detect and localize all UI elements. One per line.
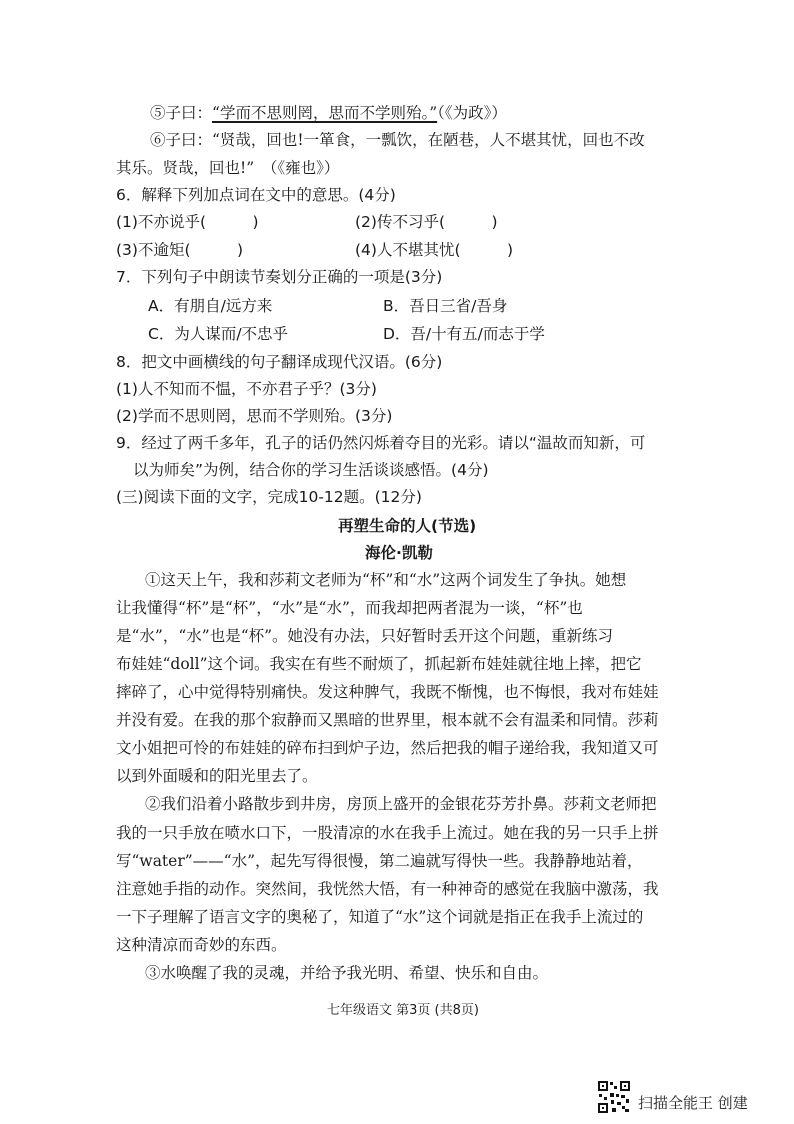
p2-line-1: ②我们沿着小路散步到井房，房顶上盛开的金银花芬芳扑鼻。莎莉文老师把 <box>145 795 657 813</box>
scanner-watermark: 扫描全能王 创建 <box>638 1094 748 1112</box>
p1-line-2: 让我懂得“杯”是“杯”，“水”是“水”，而我却把两者混为一谈，“杯”也 <box>116 599 583 617</box>
q6-item-4: (4)人不堪其忧( ) <box>355 241 514 259</box>
q7-option-b: B．吾日三省/吾身 <box>383 297 508 315</box>
q8-item-1: (1)人不知而不愠，不亦君子乎？(3分) <box>116 380 377 398</box>
q7-option-a: A．有朋自/远方来 <box>148 297 273 315</box>
p2-line-3: 写“water”——“水”，起先写得很慢，第二遍就写得快一些。我静静地站着， <box>116 852 643 870</box>
q8-item-2: (2)学而不思则罔，思而不学则殆。(3分) <box>116 407 393 425</box>
p1-line-6: 并没有爱。在我的那个寂静而又黑暗的世界里，根本就不会有温柔和同情。莎莉 <box>116 711 659 729</box>
quote-5-underlined: “学而不思则罔，思而不学则殆。” <box>212 104 438 122</box>
p2-line-2: 我的一只手放在喷水口下，一股清凉的水在我手上流过。她在我的另一只手上拼 <box>116 824 659 842</box>
p2-line-5: 一下子理解了语言文字的奥秘了，知道了“水”这个词就是指正在我手上流过的 <box>116 908 644 926</box>
q6-item-2: (2)传不习乎( ) <box>355 213 498 231</box>
quote-6-line1: ⑥子曰：“贤哉，回也!一箪食，一瓢饮，在陋巷，人不堪其忧，回也不改 <box>150 131 645 149</box>
quote-5-prefix: ⑤子曰： <box>150 104 213 122</box>
passage-title: 再塑生命的人(节选) <box>338 517 477 535</box>
p2-line-6: 这种清凉而奇妙的东西。 <box>116 936 287 954</box>
p1-line-5: 摔碎了，心中觉得特别痛快。发这种脾气，我既不惭愧，也不悔恨，我对布娃娃 <box>116 683 659 701</box>
q7-stem: 7．下列句子中朗读节奏划分正确的一项是(3分) <box>116 268 443 286</box>
qr-code-icon <box>597 1080 631 1114</box>
p1-line-8: 以到外面暖和的阳光里去了。 <box>116 767 318 785</box>
quote-5-source: （《为政》） <box>437 104 507 122</box>
p1-line-1: ①这天上午，我和莎莉文老师为“杯”和“水”这两个词发生了争执。她想 <box>145 571 627 589</box>
quote-5 <box>150 106 507 122</box>
p1-line-3: 是“水”，“水”也是“杯”。她没有办法，只好暂时丢开这个问题，重新练习 <box>116 627 614 645</box>
q9-line1: 9．经过了两千多年，孔子的话仍然闪烁着夺目的光彩。请以“温故而知新，可 <box>116 434 646 452</box>
p3-line-1: ③水唤醒了我的灵魂，并给予我光明、希望、快乐和自由。 <box>145 964 549 982</box>
p1-line-4: 布娃娃“doll”这个词。我实在有些不耐烦了，抓起新布娃娃就往地上摔，把它 <box>116 655 642 673</box>
passage-author: 海伦·凯勒 <box>365 544 433 562</box>
q6-stem: 6．解释下列加点词在文中的意思。(4分) <box>116 186 396 204</box>
q6-item-3: (3)不逾矩( ) <box>116 241 244 259</box>
section-3-heading: (三)阅读下面的文字，完成10-12题。(12分) <box>116 488 422 506</box>
p2-line-4: 注意她手指的动作。突然间，我恍然大悟，有一种神奇的感觉在我脑中激荡，我 <box>116 880 659 898</box>
q7-option-d: D．吾/十有五/而志于学 <box>383 325 545 343</box>
q6-item-1: (1)不亦说乎( ) <box>116 213 259 231</box>
quote-6-line2: 其乐。贤哉，回也!” （《雍也》） <box>116 159 340 177</box>
p1-line-7: 文小姐把可怜的布娃娃的碎布扫到炉子边，然后把我的帽子递给我，我知道又可 <box>116 739 659 757</box>
q7-option-c: C．为人谋而/不忠乎 <box>148 325 289 343</box>
q9-line2: 以为师矣”为例，结合你的学习生活谈谈感悟。(4分) <box>133 461 489 479</box>
q8-stem: 8．把文中画横线的句子翻译成现代汉语。(6分) <box>116 353 443 371</box>
page-footer: 七年级语文 第3页 (共8页) <box>327 1003 479 1018</box>
